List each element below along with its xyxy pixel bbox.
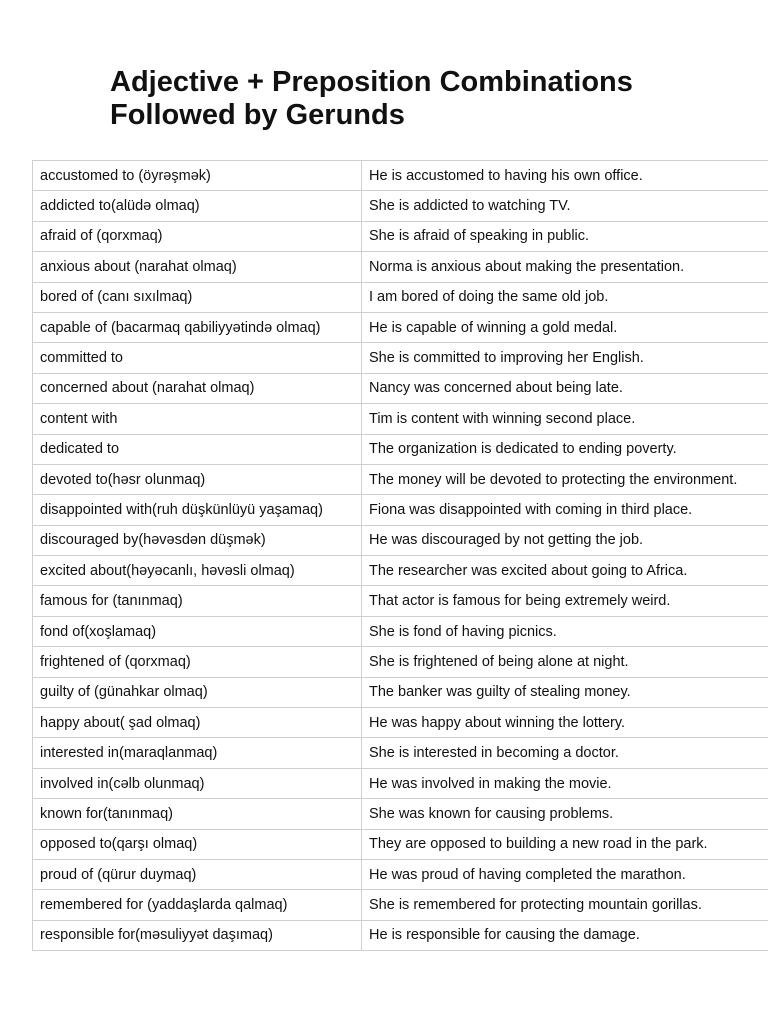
example-sentence-cell: She is interested in becoming a doctor.	[362, 738, 768, 768]
phrase-cell: dedicated to	[33, 434, 362, 464]
table-row	[33, 312, 768, 342]
example-sentence-cell: He was discouraged by not getting the job.	[362, 525, 768, 555]
example-sentence-cell: He was involved in making the movie.	[362, 768, 768, 798]
table-row	[33, 404, 768, 434]
table-row	[33, 647, 768, 677]
phrase-cell: opposed to(qarşı olmaq)	[33, 829, 362, 859]
table-row	[33, 464, 768, 494]
example-sentence-cell: Nancy was concerned about being late.	[362, 373, 768, 403]
phrase-cell: addicted to(alüdə olmaq)	[33, 191, 362, 221]
table-row	[33, 677, 768, 707]
table-row	[33, 829, 768, 859]
page-title-line-2: Followed by Gerunds	[110, 99, 405, 131]
table-row	[33, 221, 768, 251]
phrase-cell: bored of (canı sıxılmaq)	[33, 282, 362, 312]
phrase-cell: afraid of (qorxmaq)	[33, 221, 362, 251]
page-title	[110, 66, 750, 132]
example-sentence-cell: They are opposed to building a new road in the park.	[362, 829, 768, 859]
phrase-cell: fond of(xoşlamaq)	[33, 616, 362, 646]
example-sentence-cell: She is remembered for protecting mountain gorillas.	[362, 890, 768, 920]
table-row	[33, 191, 768, 221]
table-row	[33, 343, 768, 373]
phrase-cell: responsible for(məsuliyyət daşımaq)	[33, 920, 362, 950]
table-row	[33, 525, 768, 555]
phrase-cell: frightened of (qorxmaq)	[33, 647, 362, 677]
phrase-cell: anxious about (narahat olmaq)	[33, 252, 362, 282]
example-sentence-cell: The organization is dedicated to ending poverty.	[362, 434, 768, 464]
table-row	[33, 373, 768, 403]
phrase-cell: capable of (bacarmaq qabiliyyətində olmaq)	[33, 312, 362, 342]
phrase-cell: content with	[33, 404, 362, 434]
table-row	[33, 495, 768, 525]
example-sentence-cell: Tim is content with winning second place.	[362, 404, 768, 434]
example-sentence-cell: I am bored of doing the same old job.	[362, 282, 768, 312]
phrase-cell: happy about( şad olmaq)	[33, 708, 362, 738]
table-row	[33, 859, 768, 889]
example-sentence-cell: She is frightened of being alone at night.	[362, 647, 768, 677]
example-sentence-cell: He is accustomed to having his own office.	[362, 161, 768, 191]
example-sentence-cell: She is addicted to watching TV.	[362, 191, 768, 221]
table-row	[33, 799, 768, 829]
example-sentence-cell: She was known for causing problems.	[362, 799, 768, 829]
example-sentence-cell: He was happy about winning the lottery.	[362, 708, 768, 738]
vocabulary-table	[32, 160, 768, 951]
example-sentence-cell: He is capable of winning a gold medal.	[362, 312, 768, 342]
phrase-cell: committed to	[33, 343, 362, 373]
table-row	[33, 708, 768, 738]
phrase-cell: discouraged by(həvəsdən düşmək)	[33, 525, 362, 555]
phrase-cell: famous for (tanınmaq)	[33, 586, 362, 616]
table-row	[33, 768, 768, 798]
example-sentence-cell: The researcher was excited about going to Africa.	[362, 556, 768, 586]
table-row	[33, 252, 768, 282]
example-sentence-cell: Fiona was disappointed with coming in third place.	[362, 495, 768, 525]
phrase-cell: remembered for (yaddaşlarda qalmaq)	[33, 890, 362, 920]
example-sentence-cell: He was proud of having completed the marathon.	[362, 859, 768, 889]
example-sentence-cell: He is responsible for causing the damage.	[362, 920, 768, 950]
example-sentence-cell: That actor is famous for being extremely weird.	[362, 586, 768, 616]
example-sentence-cell: Norma is anxious about making the presentation.	[362, 252, 768, 282]
table-row	[33, 920, 768, 950]
phrase-cell: guilty of (günahkar olmaq)	[33, 677, 362, 707]
example-sentence-cell: She is fond of having picnics.	[362, 616, 768, 646]
page-title-line-1: Adjective + Preposition Combinations	[110, 66, 633, 98]
table-row	[33, 282, 768, 312]
table-row	[33, 890, 768, 920]
phrase-cell: accustomed to (öyrəşmək)	[33, 161, 362, 191]
table-row	[33, 556, 768, 586]
phrase-cell: devoted to(həsr olunmaq)	[33, 464, 362, 494]
example-sentence-cell: The banker was guilty of stealing money.	[362, 677, 768, 707]
example-sentence-cell: She is committed to improving her English.	[362, 343, 768, 373]
table-row	[33, 738, 768, 768]
table-row	[33, 616, 768, 646]
phrase-cell: disappointed with(ruh düşkünlüyü yaşamaq)	[33, 495, 362, 525]
phrase-cell: interested in(maraqlanmaq)	[33, 738, 362, 768]
table-row	[33, 586, 768, 616]
phrase-cell: involved in(cəlb olunmaq)	[33, 768, 362, 798]
phrase-cell: proud of (qürur duymaq)	[33, 859, 362, 889]
phrase-cell: excited about(həyəcanlı, həvəsli olmaq)	[33, 556, 362, 586]
table-row	[33, 161, 768, 191]
table-row	[33, 434, 768, 464]
phrase-cell: known for(tanınmaq)	[33, 799, 362, 829]
example-sentence-cell: She is afraid of speaking in public.	[362, 221, 768, 251]
example-sentence-cell: The money will be devoted to protecting the environment.	[362, 464, 768, 494]
phrase-cell: concerned about (narahat olmaq)	[33, 373, 362, 403]
vocabulary-table-body	[33, 161, 768, 951]
